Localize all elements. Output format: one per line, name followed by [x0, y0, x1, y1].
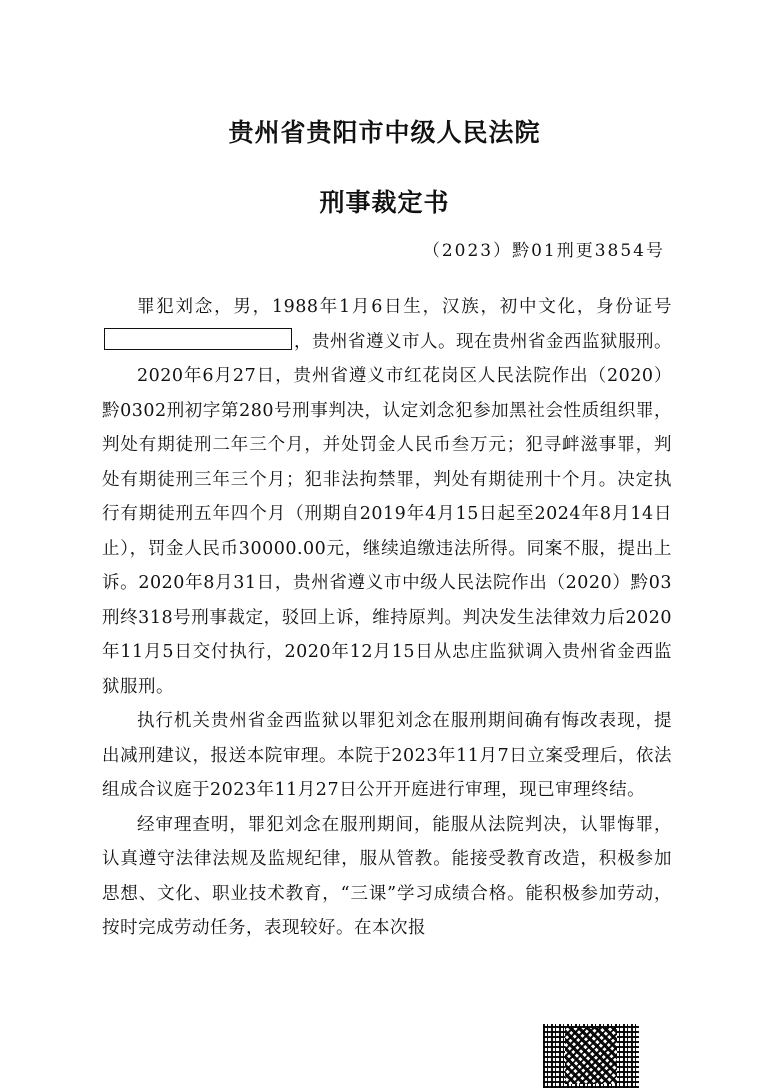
document-body: [102, 290, 672, 946]
case-number: （2023）黔01刑更3854号: [422, 241, 665, 261]
redacted-id-box: [104, 328, 292, 350]
document-barcode-icon: [543, 1024, 639, 1088]
paragraph-original-judgment: 2020年6月27日，贵州省遵义市红花岗区人民法院作出（2020）黔0302刑初字第280号刑事判决，认定刘念犯参加黑社会性质组织罪，判处有期徒刑二年三个月，并处罚金人民币叁万元；犯寻衅滋事罪，判处有期徒刑三年三个月；犯非法拘禁罪，判处有期徒刑十个月。决定执行有期徒刑五年四个月（刑期自2019年4月15日起至2024年8月14日止），罚金人民币30000.00元，继续追缴违法所得。同案不服，提出上诉。2020年8月31日，贵州省遵义市中级人民法院作出（2020）黔03刑终318号刑事裁定，驳回上诉，维持原判。判决发生法律效力后2020年11月5日交付执行，2020年12月15日从忠庄监狱调入贵州省金西监狱服刑。: [102, 366, 672, 697]
paragraph-commutation-proposal: 执行机关贵州省金西监狱以罪犯刘念在服刑期间确有悔改表现，提出减刑建议，报送本院审理。本院于2023年11月7日立案受理后，依法组成合议庭于2023年11月27日公开开庭进行审理，现已审理终结。: [102, 711, 672, 800]
defendant-info-text: 罪犯刘念，男，1988年1月6日生，汉族，初中文化，身份证号: [137, 297, 672, 317]
defendant-residence-text: ，贵州省遵义市人。现在贵州省金西监狱服刑。: [294, 331, 672, 352]
document-type-title: 刑事裁定书: [319, 188, 450, 217]
paragraph-defendant-info: [102, 290, 672, 359]
paragraph-findings: 经审理查明，罪犯刘念在服刑期间，能服从法院判决，认罪悔罪，认真遵守法律法规及监规纪律，服从管教。能接受教育改造，积极参加思想、文化、职业技术教育，“三课”学习成绩合格。能积极参加劳动，按时完成劳动任务，表现较好。在本次报: [102, 814, 672, 938]
court-name: 贵州省贵阳市中级人民法院: [228, 118, 541, 147]
